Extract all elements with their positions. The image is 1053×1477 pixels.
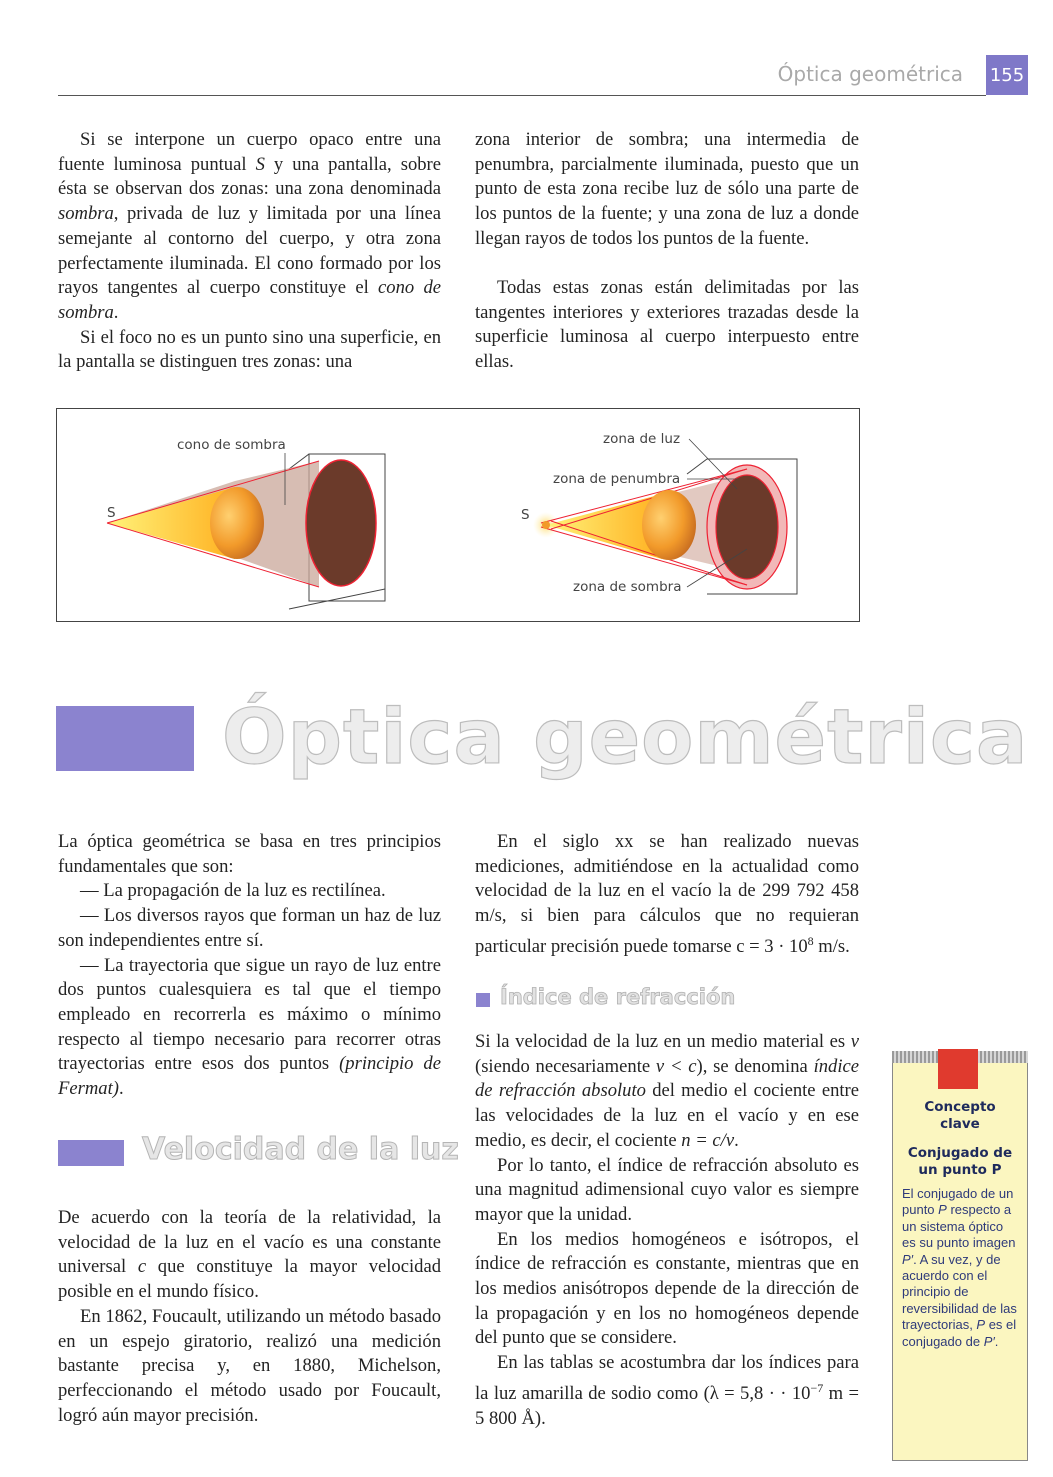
velocidad-text (58, 1206, 441, 1428)
chapter-title: Óptica geométrica (222, 692, 1029, 781)
right-source-label: S (521, 507, 530, 523)
intro-paragraph-2-cont: zona interior de sombra; una intermedia de penumbra, parcialmente iluminada, puesto que un punto de esta zona recibe luz de sólo una parte de los puntos de la fuente; y una zona de luz a donde llegan rayos de todos los puntos de la fuente. (475, 129, 859, 249)
shadow-diagram (57, 409, 859, 621)
indice-paragraph-2: Por lo tanto, el índice de refracción absoluto es una magnitud adimensional cuyo valor es siempre mayor que la unidad. (475, 1154, 859, 1225)
title-accent-block (56, 706, 194, 771)
left-source-label: S (107, 505, 116, 521)
running-title: Óptica geométrica (777, 62, 963, 86)
concept-heading: Concepto clave (924, 1099, 996, 1132)
zona-de-penumbra-label: zona de penumbra (553, 471, 681, 487)
section-title-velocidad: Velocidad de la luz (142, 1132, 459, 1167)
principles-column (58, 830, 441, 1102)
intro-paragraph-3: Todas estas zonas están delimitadas por las tangentes interiores y exteriores trazadas desde la superficie luminosa al cuerpo interpuesto entre ellas. (475, 277, 859, 373)
section-accent-block (58, 1140, 124, 1166)
cono-de-sombra-label: cono de sombra (177, 437, 286, 453)
principle-3: — La trayectoria que sigue un rayo de luz entre dos puntos cualesquiera es tal que el tiempo empleado en recorrerla es máximo o mínimo respecto al tiempo necesario para recorrer otras trayectorias entre esos dos puntos (principio de Fermat). (58, 954, 441, 1100)
indice-paragraph-3: En los medios homogéneos e isótropos, el índice de refracción es constante, mientras que en los medios anisótropos depende de la dirección de la propagación y en los no homogéneos depende del punto que se considere. (475, 1228, 859, 1349)
shadow-figure (56, 408, 860, 622)
indice-paragraph-4: En las tablas se acostumbra dar los índices para la luz amarilla de sodio como (λ = 5,8 · · $10^{-7}$ m = 5 800 Å). (475, 1352, 859, 1429)
section-title-indice: Índice de refracción (500, 985, 736, 1009)
zona-de-luz-label: zona de luz (603, 431, 681, 447)
intro-left-column (58, 128, 441, 375)
indice-paragraph-1: Si la velocidad de la luz en un medio material es v (siendo necesariamente v < c), se denomina índice de refracción absoluto del medio el cociente entre las velocidades de la luz en el vacío y en ese medio, es decir, el cociente n = c/v. (475, 1031, 859, 1151)
zona-de-sombra-label: zona de sombra (573, 579, 682, 595)
intro-paragraph-1: Si se interpone un cuerpo opaco entre una fuente luminosa puntual S y una pantalla, sobre ésta se observan dos zonas: una zona denominada sombra, privada de luz y limitada por una línea semejante al contorno del cuerpo, y otra zona perfectamente iluminada. El cono formado por los rayos tangentes al cuerpo constituye el cono de sombra. (58, 129, 442, 323)
principle-1: — La propagación de la luz es rectilínea. (80, 880, 386, 902)
principles-intro: La óptica geométrica se basa en tres principios fundamentales que son: (58, 831, 441, 877)
principle-2: — Los diversos rayos que forman un haz de luz son independientes entre sí. (58, 905, 441, 951)
shadow-zone (306, 460, 376, 586)
page-number: 155 (986, 55, 1028, 95)
indice-text (475, 1030, 859, 1431)
intro-paragraph-2: Si el foco no es un punto sino una superficie, en la pantalla se distinguen tres zonas: una (58, 326, 441, 373)
subsection-accent-block (476, 993, 490, 1007)
left-diagram (107, 437, 385, 609)
opaque-body (210, 487, 264, 559)
right-diagram (521, 431, 797, 595)
umbra-zone (716, 475, 778, 579)
concept-subheading: Conjugado de un punto P (907, 1145, 1013, 1178)
right-opaque-body (642, 490, 696, 560)
measurement-paragraph: En el siglo xx se han realizado nuevas mediciones, admitiéndose en la actualidad como velocidad de la luz en el vacío la de 299 792 458 m/s, si bien para cálculos que no requieran particular precisión puede tomarse $c = 3 \cdot 10^8$ m/s. (475, 831, 859, 957)
header-rule (58, 95, 986, 96)
velocidad-paragraph-2: En 1862, Foucault, utilizando un método basado en un espejo giratorio, realizó una medición bastante precisa y, en 1880, Michelson, perfeccionando el método usado por Foucault, logró aún mayor precisión. (58, 1305, 441, 1426)
concept-red-square (938, 1049, 978, 1089)
intro-right-column (475, 128, 859, 375)
velocidad-paragraph-1: De acuerdo con la teoría de la relatividad, la velocidad de la luz en el vacío es una constante universal c que constituye la mayor velocidad posible en el mundo físico. (58, 1207, 441, 1303)
concept-body: El conjugado de un punto P respecto a un sistema óptico es su punto imagen P′. A su vez, y de acuerdo con el principio de reversibilidad de las trayectorias, P es el conjugado de P′. (902, 1186, 1017, 1349)
measurement-text (475, 830, 859, 960)
